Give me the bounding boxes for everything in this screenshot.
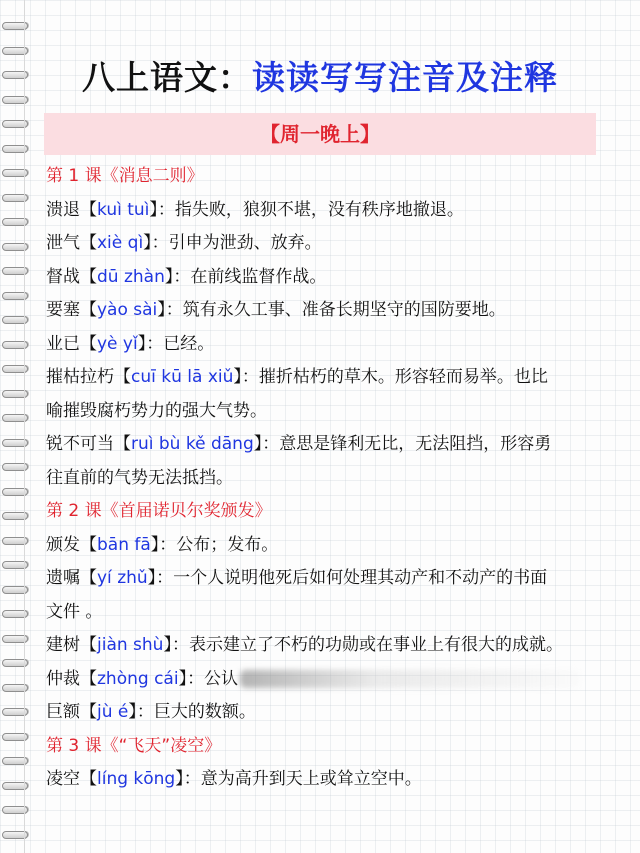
vocab-definition: ：引申为泄劲、放弃。 (151, 233, 322, 253)
bracket-open: 【 (80, 568, 97, 588)
vocab-entry (46, 194, 606, 228)
lesson-title: 第 2 课《首届诺贝尔奖颁发》 (46, 501, 272, 521)
vocab-word: 颁发 (46, 534, 80, 555)
bracket-open: 【 (80, 769, 97, 789)
vocab-entry (46, 428, 606, 462)
vocab-pinyin: ruì bù kě dāng (131, 434, 254, 454)
vocab-entry (46, 261, 606, 295)
lesson-title: 第 1 课《消息二则》 (46, 166, 204, 186)
bracket-close: 】 (147, 568, 157, 588)
bracket-open: 【 (114, 367, 131, 387)
bracket-open: 【 (80, 233, 97, 253)
bracket-close: 】 (164, 266, 174, 287)
vocab-word: 建树 (46, 635, 80, 655)
bracket-open: 【 (80, 635, 97, 655)
vocab-word: 凌空 (46, 769, 80, 789)
vocab-pinyin: jiàn shù (97, 635, 164, 655)
vocab-definition: ：巨大的数额。 (136, 702, 256, 722)
bracket-open: 【 (80, 266, 97, 287)
definition-text: 往直前的气势无法抵挡。 (46, 467, 233, 488)
definition-text: 喻摧毁腐朽势力的强大气势。 (46, 400, 267, 421)
bracket-open: 【 (80, 333, 97, 354)
vocab-definition: ：在前线监督作战。 (173, 266, 327, 287)
vocab-word: 督战 (46, 266, 80, 287)
bracket-close: 】 (150, 534, 160, 555)
vocab-list (46, 160, 606, 797)
page-title (0, 52, 640, 99)
vocab-pinyin: kuì tuì (97, 199, 150, 220)
vocab-entry (46, 629, 606, 663)
definition-text: 文件 。 (46, 601, 103, 622)
vocab-word: 溃退 (46, 199, 80, 220)
bracket-open: 【 (80, 702, 97, 722)
vocab-entry (46, 696, 606, 730)
vocab-definition: ：一个人说明他死后如何处理其动产和不动产的书面 (156, 568, 548, 588)
lesson-heading (46, 160, 606, 194)
vocab-pinyin: xiè qì (97, 233, 144, 253)
bracket-close: 】 (178, 668, 188, 689)
vocab-definition: ：摧折枯朽的草木。形容轻而易举。也比 (241, 367, 548, 387)
bracket-close: 】 (128, 702, 137, 722)
definition-continuation (46, 395, 606, 429)
vocab-definition: ：公认 (187, 668, 239, 689)
vocab-pinyin: jù é (97, 702, 129, 722)
vocab-entry (46, 328, 606, 362)
vocab-entry (46, 529, 606, 563)
vocab-pinyin: líng kōng (97, 769, 176, 789)
bracket-close: 】 (143, 233, 152, 253)
vocab-word: 泄气 (46, 233, 80, 253)
bracket-close: 】 (163, 635, 172, 655)
bracket-open: 【 (80, 534, 97, 555)
vocab-entry (46, 361, 606, 395)
definition-continuation (46, 596, 606, 630)
bracket-open: 【 (80, 300, 97, 320)
vocab-definition: ：筑有永久工事、准备长期坚守的国防要地。 (165, 300, 506, 320)
vocab-word: 仲裁 (46, 668, 80, 689)
lesson-heading (46, 495, 606, 529)
bracket-close: 】 (175, 769, 184, 789)
bracket-close: 】 (157, 300, 166, 320)
title-main: 读读写写注音及注释 (252, 58, 558, 97)
vocab-definition: ：表示建立了不朽的功勋或在事业上有很大的成就。 (171, 635, 563, 655)
vocab-pinyin: dū zhàn (97, 266, 165, 287)
vocab-definition: ：意为高升到天上或耸立空中。 (183, 769, 422, 789)
bracket-open: 【 (114, 434, 131, 454)
lesson-title: 第 3 课《“飞天”凌空》 (46, 735, 222, 756)
definition-continuation (46, 462, 606, 496)
bracket-open: 【 (80, 668, 97, 689)
vocab-pinyin: bān fā (97, 534, 151, 555)
vocab-definition: ：指失败，狼狈不堪，没有秩序地撤退。 (157, 199, 464, 220)
vocab-pinyin: yào sài (97, 300, 158, 320)
vocab-pinyin: yè yǐ (97, 333, 138, 354)
vocab-word: 要塞 (46, 300, 80, 320)
bracket-close: 】 (233, 367, 242, 387)
vocab-word: 摧枯拉朽 (46, 367, 114, 387)
bracket-close: 】 (137, 333, 147, 354)
vocab-word: 巨额 (46, 702, 80, 722)
bracket-close: 】 (253, 434, 263, 454)
vocab-entry (46, 663, 606, 697)
lesson-heading (46, 730, 606, 764)
vocab-word: 锐不可当 (46, 434, 114, 454)
vocab-entry (46, 227, 606, 261)
session-banner: 【周一晚上】 (44, 113, 596, 155)
bracket-open: 【 (80, 199, 97, 220)
vocab-pinyin: zhòng cái (97, 668, 179, 689)
bracket-close: 】 (149, 199, 158, 220)
vocab-pinyin: cuī kū lā xiǔ (131, 367, 234, 387)
vocab-definition: ：已经。 (146, 333, 215, 354)
vocab-definition: ：意思是锋利无比，无法阻挡，形容勇 (262, 434, 552, 454)
vocab-entry (46, 294, 606, 328)
vocab-word: 业已 (46, 333, 80, 354)
vocab-pinyin: yí zhǔ (97, 568, 148, 588)
title-prefix: 八上语文： (82, 58, 252, 97)
vocab-definition: ：公布；发布。 (159, 534, 279, 555)
blurred-text-redaction (240, 670, 580, 688)
vocab-entry (46, 562, 606, 596)
vocab-word: 遗嘱 (46, 568, 80, 588)
vocab-entry (46, 763, 606, 797)
